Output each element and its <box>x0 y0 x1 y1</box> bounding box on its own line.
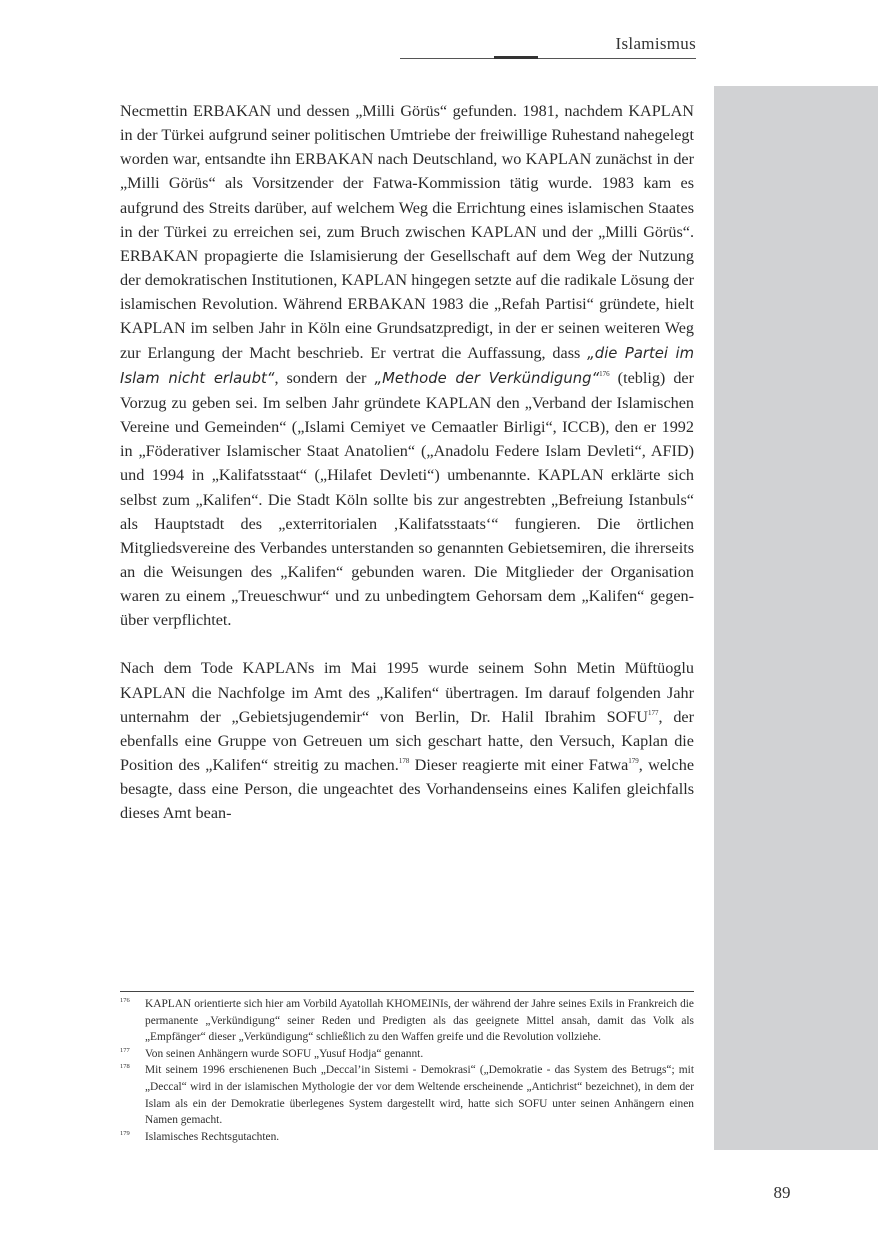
footnote-ref-177[interactable]: 177 <box>647 708 659 717</box>
footnotes-section <box>120 996 694 1145</box>
quote-methode: „Methode der Verkündigung“ <box>374 369 600 387</box>
footnote-176 <box>120 996 694 1046</box>
footnote-ref-176[interactable]: 176 <box>599 369 610 378</box>
footnote-text: Islamisches Rechtsgutachten. <box>145 1130 280 1143</box>
footnote-177 <box>120 1046 694 1063</box>
footnote-text: Mit seinem 1996 erschienenen Buch „Deccal’in Sistemi - Demokrasi“ („Demokratie - das System des Betrugs“; mit „Deccal“ wird in der islamischen Mythologie der vor dem Weltende erscheinende „Antichrist“ bezeichnet), in dem der Islam als ein der Demokratie überlegenes System dargestellt wird, hatte sich SOFU unter seinen Anhängern einen Namen gemacht. <box>145 1064 694 1127</box>
footnote-rule <box>120 991 694 992</box>
main-body-text <box>120 99 694 826</box>
paragraph-1-text-b: , sondern der <box>274 368 375 387</box>
gray-margin-panel <box>714 86 878 1150</box>
quote-partei: „die Partei im Islam nicht erlaubt“ <box>120 344 694 387</box>
paragraph-2-text-a: Nach dem Tode KAPLANs im Mai 1995 wurde seinem Sohn Metin Müftüoglu KAPLAN die Nachfolge im Amt des „Kalifen“ übertragen. Im darauf folgenden Jahr unternahm der „Gebietsjugendemir“ von Berlin, Dr. Halil Ibrahim SOFU <box>120 659 694 726</box>
paragraph-1-text-a: Necmettin ERBAKAN und dessen „Milli Görüs“ gefunden. 1981, nachdem KAPLAN in der Türkei aufgrund seiner politischen Umtriebe der freiwillige Ruhestand nahegelegt worden war, entsandte ihn ERBAKAN nach Deutschland, wo KAPLAN zunächst in der „Milli Görüs“ als Vorsitzender der Fatwa-Kommission tätig wurde. 1983 kam es aufgrund des Streits darüber, auf welchem Weg die Errichtung eines islamischen Staates in der Türkei zu erreichen sei, zum Bruch zwischen KAPLAN und der „Milli Görüs“. ERBAKAN propagierte die Islamisierung der Gesellschaft auf dem Weg der Nutzung der demokratischen Institutionen, KAPLAN hingegen setzte auf die radikale Lösung der islamischen Revolution. Während ERBAKAN 1983 die „Refah Partisi“ gründete, hielt KAPLAN im selben Jahr in Köln eine Grundsatzpredigt, in der er seinen weiteren Weg zur Erlangung der Macht beschrieb. Er vertrat die Auffassung, dass <box>120 102 694 362</box>
paragraph-2-text-b: , der ebenfalls eine Gruppe von Getreuen um sich geschart hatte, den Versuch, Kaplan die Position des „Kalifen“ streitig zu machen. <box>120 707 694 775</box>
footnote-178 <box>120 1062 694 1128</box>
footnote-ref-179[interactable]: 179 <box>628 757 639 766</box>
page-number: 89 <box>773 1183 791 1202</box>
footnote-number: 177 <box>120 1046 130 1054</box>
running-header-title: Islamismus <box>615 34 696 53</box>
paragraph-1 <box>120 99 694 632</box>
paragraph-2-text-c: Dieser reagierte mit einer Fatwa <box>409 756 629 775</box>
footnote-179 <box>120 1129 694 1146</box>
footnote-number: 176 <box>120 997 130 1004</box>
footnote-text: KAPLAN orientierte sich hier am Vorbild Ayatollah KHOMEINIs, der während der Jahre seines Exils in Frankreich die permanente „Verkündigung“ seiner Reden und Predigten als das geeignete Mittel ansah, damit das Volk als „Empfänger“ dieser „Verkündigung“ schließlich zu den Waffen greife und die Revolution vollziehe. <box>145 998 694 1044</box>
header-rule <box>400 58 696 59</box>
footnote-number: 178 <box>120 1063 130 1071</box>
header-rule-accent <box>494 56 538 59</box>
footnote-text: Von seinen Anhängern wurde SOFU „Yusuf Hodja“ genannt. <box>145 1047 424 1060</box>
paragraph-2 <box>120 656 694 825</box>
paragraph-2-text-d: , welche besagte, dass eine Person, die ungeachtet des Vorhandenseins eines Kalifen gleichfalls dieses Amt bean- <box>120 756 695 823</box>
footnote-ref-178[interactable]: 178 <box>398 757 410 766</box>
paragraph-1-text-c: (teblig) der Vorzug zu geben sei. Im selben Jahr gründete KAPLAN den „Verband der Islamischen Vereine und Gemeinden“ („Islami Cemiyet ve Cemaatler Birligi“, ICCB), den er 1992 in „Föderativer Islamischer Staat Anatolien“ („Anadolu Federe Islam Devleti“, AFID) und 1994 in „Kalifatsstaat“ („Hilafet Devleti“) umbenannte. KAPLAN erklärte sich selbst zum „Kalifen“. Die Stadt Köln sollte bis zur angestrebten „Befreiung Istanbuls“ als Hauptstadt des „exterritorialen ‚Kalifatsstaats‘“ fungieren. Die örtlichen Mitgliedsvereine des Verbandes unterstanden so genannten Gebietsemiren, die ihrerseits an die Weisungen des „Kalifen“ gebunden waren. Die Mitglieder der Organisation waren zu einem „Treueschwur“ und zu unbedingtem Gehorsam dem „Kalifen“ gegenüber verpflichtet. <box>120 368 695 630</box>
footnote-number: 179 <box>120 1129 130 1137</box>
